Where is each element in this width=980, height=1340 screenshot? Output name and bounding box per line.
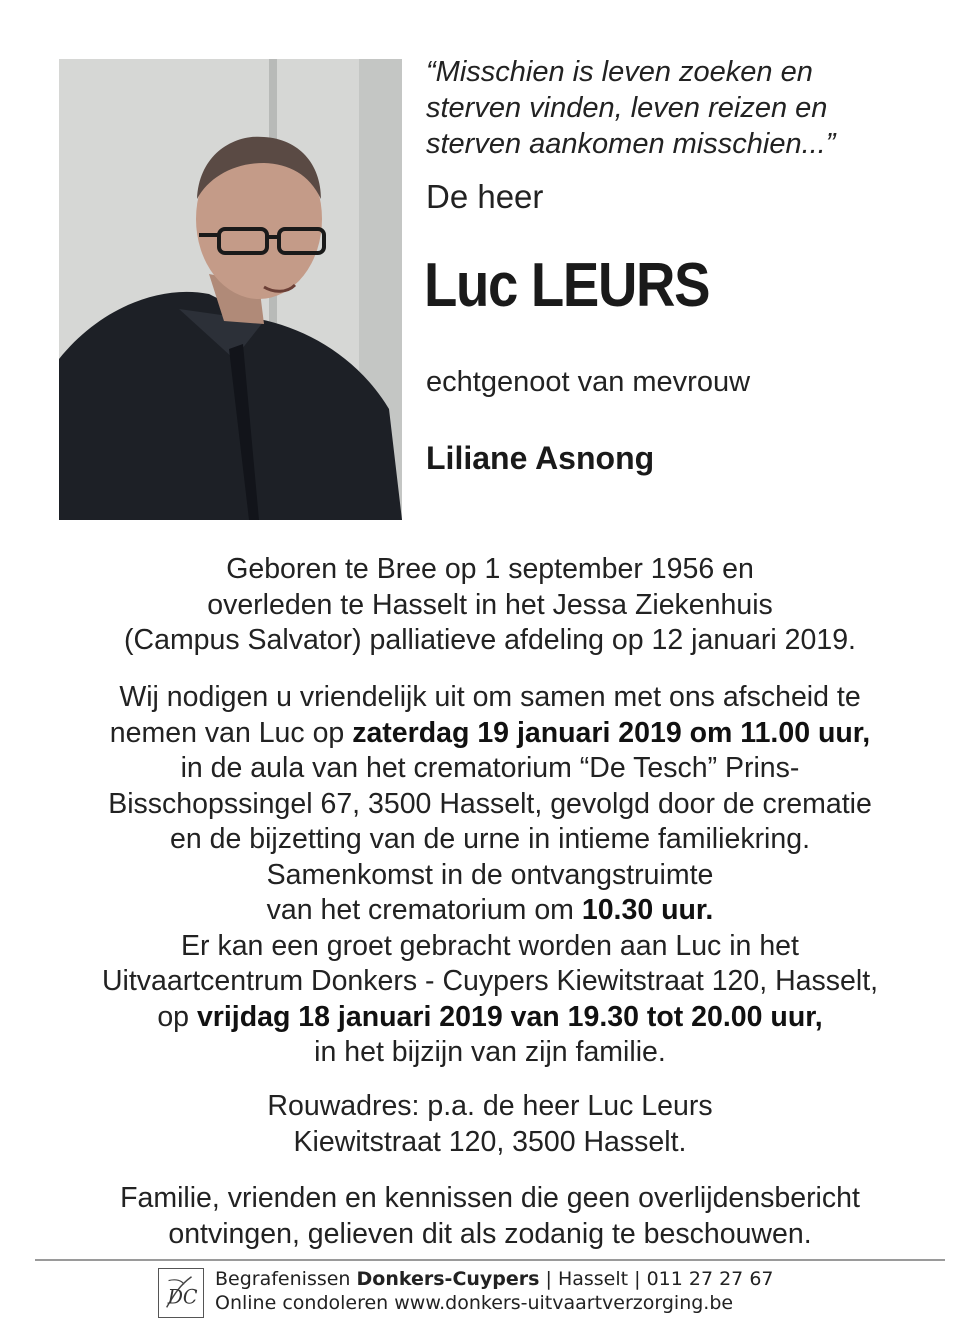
portrait-photo (59, 59, 402, 520)
text-line: ontvingen, gelieven dit als zodanig te beschouwen. (168, 1217, 812, 1250)
spouse-name: Liliane Asnong (426, 440, 655, 476)
funeral-home-name: Donkers-Cuypers (356, 1268, 540, 1290)
text-segment: nemen van Luc op (109, 716, 353, 749)
text-segment: op (157, 1000, 197, 1033)
text-line: Geboren te Bree op 1 september 1956 en (226, 553, 754, 585)
text-line: Familie, vrienden en kennissen die geen overlijdensbericht (120, 1182, 860, 1214)
text-line: (Campus Salvator) palliatieve afdeling op 12 januari 2019. (124, 624, 856, 656)
footer-text: Begrafenissen (215, 1268, 357, 1290)
text-line: Rouwadres: p.a. de heer Luc Leurs (267, 1090, 713, 1122)
text-line: Kiewitstraat 120, 3500 Hasselt. (293, 1125, 687, 1158)
text-line (30, 1000, 950, 1036)
title-prefix: De heer (426, 178, 544, 215)
text-line (30, 716, 950, 752)
text-line: Samenkomst in de ontvangstruimte (266, 858, 714, 891)
footer-divider (35, 1259, 945, 1261)
text-line: Uitvaartcentrum Donkers - Cuypers Kiewitstraat 120, Hasselt, (101, 965, 879, 997)
footer-contact: | Hasselt | 011 27 27 67 (539, 1268, 774, 1290)
birth-death-paragraph (30, 552, 950, 659)
closing-note (30, 1181, 950, 1252)
footer (215, 1267, 774, 1315)
text-line: in het bijzijn van zijn familie. (314, 1036, 666, 1068)
portrait-icon (59, 59, 402, 520)
visitation-datetime: vrijdag 18 januari 2019 van 19.30 tot 20.00 uur, (196, 1000, 823, 1033)
quote-line: sterven aankomen misschien...” (426, 128, 836, 160)
quote-line: sterven vinden, leven reizen en (426, 92, 828, 124)
text-line: en de bijzetting van de urne in intieme familiekring. (169, 823, 811, 855)
quote-line: “Misschien is leven zoeken en (426, 56, 813, 88)
text-line: Er kan een groet gebracht worden aan Luc in het (181, 929, 799, 962)
text-line: Bisschopssingel 67, 3500 Hasselt, gevolgd door de crematie (108, 787, 872, 820)
logo-monogram: DC (167, 1285, 198, 1309)
deceased-name: Luc LEURS (424, 251, 710, 320)
spouse-label: echtgenoot van mevrouw (426, 366, 751, 398)
text-line: overleden te Hasselt in het Jessa Ziekenhuis (207, 588, 773, 621)
dc-monogram-logo-icon (158, 1268, 204, 1318)
gathering-time: 10.30 uur. (581, 894, 714, 926)
footer-line-2: Online condoleren www.donkers-uitvaartverzorging.be (215, 1292, 734, 1314)
ceremony-datetime: zaterdag 19 januari 2019 om 11.00 uur, (352, 716, 871, 749)
text-segment: van het crematorium om (266, 894, 582, 926)
text-line (30, 893, 950, 929)
quote (426, 54, 946, 162)
footer-line-1 (215, 1267, 774, 1291)
invitation-paragraph (30, 680, 950, 1071)
text-line: in de aula van het crematorium “De Tesch” Prins- (180, 752, 800, 784)
text-line: Wij nodigen u vriendelijk uit om samen met ons afscheid te (119, 681, 861, 713)
mourning-address (30, 1089, 950, 1160)
